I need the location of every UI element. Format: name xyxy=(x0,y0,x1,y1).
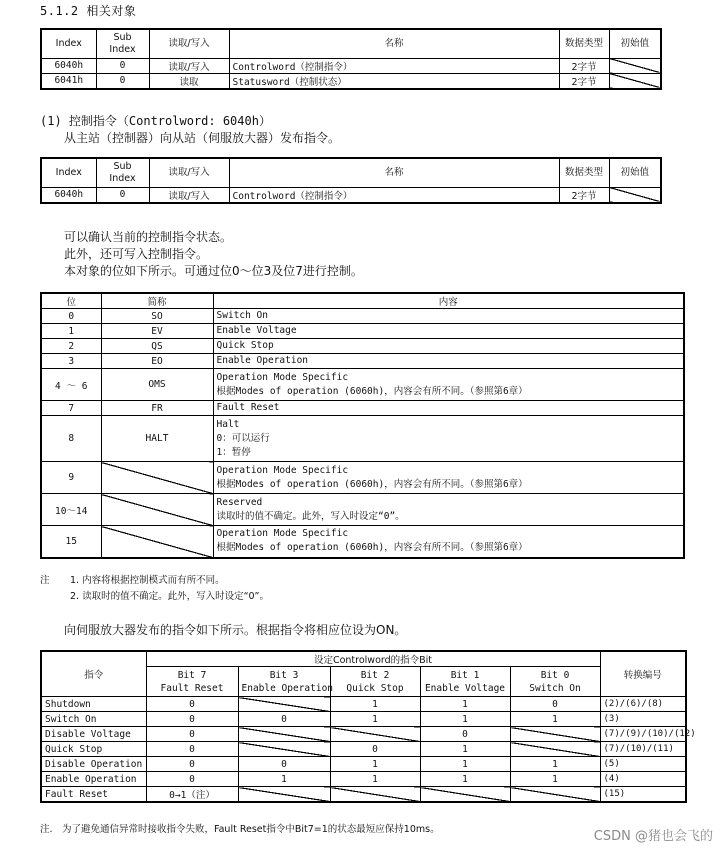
table-row xyxy=(41,712,686,727)
cell-bit: 10～14 xyxy=(41,494,101,526)
table-row xyxy=(41,324,684,339)
table-row xyxy=(41,369,684,401)
cell-command-name: Switch On xyxy=(41,712,146,727)
cell-bit-dontcare xyxy=(510,787,600,803)
cell-bit: 15 xyxy=(41,526,101,558)
th-bit-3 xyxy=(420,667,510,697)
content-line: Enable Operation xyxy=(216,355,309,366)
table-row xyxy=(41,187,661,203)
cell-content xyxy=(213,309,684,324)
watermark: CSDN @猪也会飞的 xyxy=(593,829,713,844)
cell-abbr: EO xyxy=(101,354,213,369)
table-row xyxy=(41,58,661,73)
content-line: Fault Reset xyxy=(216,402,280,413)
th-abbr: 简称 xyxy=(101,293,213,309)
content-line: 根据Modes of operation (6060h)，内容会有所不同。（参照第6章） xyxy=(216,385,528,397)
note2: 注. 为了避免通信异常时接收指令失败，Fault Reset指令中Bit7=1的状态最短应保持10ms。 xyxy=(40,824,440,835)
cell-index: 6041h xyxy=(41,73,96,89)
table-row xyxy=(41,401,684,416)
th-rw: 读取/写入 xyxy=(149,29,229,58)
cell-bit-dontcare xyxy=(238,727,330,742)
th-subindex: Sub Index xyxy=(96,29,149,58)
cell-content xyxy=(213,462,684,494)
cell-abbr: FR xyxy=(101,401,213,416)
content-line: Quick Stop xyxy=(216,340,274,351)
cell-transition: (3) xyxy=(600,712,686,727)
table-row xyxy=(41,772,686,787)
th-datatype: 数据类型 xyxy=(559,158,609,187)
para-line-2: 此外，还可写入控制指令。 xyxy=(64,247,209,261)
cell-content xyxy=(213,416,684,462)
cell-transition: (2)/(6)/(8) xyxy=(600,697,686,712)
cell-content xyxy=(213,369,684,401)
table-row xyxy=(41,73,661,89)
table-row xyxy=(41,339,684,354)
notes1-label: 注 xyxy=(40,575,50,586)
th-index: Index xyxy=(41,158,96,187)
cell-bit-dontcare xyxy=(238,697,330,712)
cell-transition: (7)/(9)/(10)/(12) xyxy=(600,727,686,742)
th-bit-line: Enable Operation xyxy=(241,682,334,694)
th-subindex: Sub Index xyxy=(96,158,149,187)
cell-command-name: Disable Voltage xyxy=(41,727,146,742)
notes1-item-2: 2. 读取时的值不确定。此外，写入时设定“0”。 xyxy=(70,591,269,602)
cell-subindex: 0 xyxy=(96,58,149,73)
cell-bit: 0 xyxy=(41,309,101,324)
table-row xyxy=(41,742,686,757)
cell-bit-value: 1 xyxy=(420,712,510,727)
cell-bit-value: 0 xyxy=(146,712,238,727)
cell-initial-empty xyxy=(609,73,661,89)
cell-bit: 3 xyxy=(41,354,101,369)
cell-abbr: EV xyxy=(101,324,213,339)
cell-datatype: 2字节 xyxy=(559,73,609,89)
command-table xyxy=(40,650,696,803)
cell-bit-dontcare xyxy=(510,727,600,742)
th-bit-line: Quick Stop xyxy=(346,682,404,694)
table-row xyxy=(41,727,686,742)
cell-abbr-empty xyxy=(101,462,213,494)
th-name: 名称 xyxy=(229,29,559,58)
th-rw: 读取/写入 xyxy=(149,158,229,187)
content-line: Operation Mode Specific xyxy=(216,464,349,476)
section-heading: 5.1.2 相关对象 xyxy=(40,4,137,18)
notes1-item-1: 1. 内容将根据控制模式而有所不同。 xyxy=(70,575,225,586)
th-bit-2 xyxy=(330,667,420,697)
cell-transition: (7)/(10)/(11) xyxy=(600,742,686,757)
cell-content xyxy=(213,401,684,416)
para-line-3: 本对象的位如下所示。可通过位0～位3及位7进行控制。 xyxy=(64,264,363,278)
cell-bit-value: 1 xyxy=(330,757,420,772)
cell-bit-value: 1 xyxy=(510,712,600,727)
cell-command-name: Fault Reset xyxy=(41,787,146,803)
content-line: Switch On xyxy=(216,310,268,321)
cell-bit-value: 1 xyxy=(330,772,420,787)
cell-bit-value: 0 xyxy=(146,772,238,787)
cell-bit: 4 ～ 6 xyxy=(41,369,101,401)
cell-bit: 2 xyxy=(41,339,101,354)
cell-bit-value: 1 xyxy=(330,712,420,727)
cell-abbr-empty xyxy=(101,494,213,526)
cell-command-name: Shutdown xyxy=(41,697,146,712)
cell-index: 6040h xyxy=(41,187,96,203)
cell-rw: 读取/写入 xyxy=(149,58,229,73)
th-index: Index xyxy=(41,29,96,58)
cell-bit-value: 0 xyxy=(146,742,238,757)
cell-abbr: QS xyxy=(101,339,213,354)
table-row xyxy=(41,526,684,558)
content-line: 0：可以运行 xyxy=(216,432,270,444)
cell-bit-value: 1 xyxy=(420,697,510,712)
content-line: Reserved xyxy=(216,496,263,508)
th-transition: 转换编号 xyxy=(600,651,686,697)
cell-content xyxy=(213,494,684,526)
th-bit-4 xyxy=(510,667,600,697)
th-command: 指令 xyxy=(41,651,146,697)
section1-desc: 从主站（控制器）向从站（伺服放大器）发布指令。 xyxy=(64,131,341,145)
content-line: 根据Modes of operation (6060h)，内容会有所不同。（参照第6章） xyxy=(216,478,528,490)
cell-bit-value: 0 xyxy=(146,697,238,712)
cell-bit-value: 0 xyxy=(146,757,238,772)
content-line: Operation Mode Specific xyxy=(216,528,349,540)
cell-rw: 读取 xyxy=(149,73,229,89)
cell-bit-value: 1 xyxy=(420,772,510,787)
cell-content xyxy=(213,339,684,354)
th-content: 内容 xyxy=(213,293,684,309)
th-bit-group: 设定Controlword的指令Bit xyxy=(146,651,600,667)
cell-bit-value: 1 xyxy=(510,757,600,772)
cell-bit-value: 0 xyxy=(420,727,510,742)
cell-command-name: Quick Stop xyxy=(41,742,146,757)
th-bit-1 xyxy=(238,667,334,697)
cell-bit-dontcare xyxy=(510,742,600,757)
cell-bit-value: 0 xyxy=(238,757,330,772)
cell-initial-empty xyxy=(609,58,661,73)
table-row xyxy=(41,494,684,526)
cell-datatype: 2字节 xyxy=(559,58,609,73)
related-objects-table xyxy=(40,28,662,90)
cell-command-name: Disable Operation xyxy=(41,757,146,772)
th-initial: 初始值 xyxy=(609,158,661,187)
th-bit: 位 xyxy=(41,293,101,309)
cell-bit-value: 0 xyxy=(238,712,330,727)
cell-subindex: 0 xyxy=(96,187,149,203)
cell-content xyxy=(213,354,684,369)
table-row xyxy=(41,787,686,803)
cell-bit: 8 xyxy=(41,416,101,462)
controlword-bits-table xyxy=(40,292,685,559)
content-line: Halt xyxy=(216,418,240,430)
content-line: 读取时的值不确定。此外，写入时设定“0”。 xyxy=(216,510,405,522)
th-bit-line: Enable Voltage xyxy=(424,682,506,694)
cell-bit-value: 0 xyxy=(510,697,600,712)
th-bit-line: Bit 7 xyxy=(177,669,207,681)
para2: 向伺服放大器发布的指令如下所示。根据指令将相应位设为ON。 xyxy=(64,623,407,637)
th-bit-line: Fault Reset xyxy=(160,682,224,694)
cell-subindex: 0 xyxy=(96,73,149,89)
content-line: 1：暂停 xyxy=(216,446,251,458)
cell-content xyxy=(213,526,684,558)
cell-bit-dontcare xyxy=(238,787,330,803)
cell-bit-value: 1 xyxy=(420,757,510,772)
th-bit-line: Bit 3 xyxy=(269,669,299,681)
cell-abbr: SO xyxy=(101,309,213,324)
cell-transition: (15) xyxy=(600,787,686,803)
cell-command-name: Enable Operation xyxy=(41,772,146,787)
table-row xyxy=(41,416,684,462)
cell-name: Controlword（控制指令） xyxy=(229,187,559,203)
cell-bit-dontcare xyxy=(420,787,510,803)
th-name: 名称 xyxy=(229,158,559,187)
cell-transition: (4) xyxy=(600,772,686,787)
cell-bit-value: 0 xyxy=(146,727,238,742)
cell-initial-empty xyxy=(609,187,661,203)
cell-datatype: 2字节 xyxy=(559,187,609,203)
content-line: 根据Modes of operation (6060h)，内容会有所不同。（参照第6章） xyxy=(216,542,528,554)
cell-bit: 1 xyxy=(41,324,101,339)
content-line: Enable Voltage xyxy=(216,325,297,336)
cell-bit-value: 1 xyxy=(330,697,420,712)
cell-bit-value: 0→1（注） xyxy=(146,787,238,803)
cell-bit-value: 1 xyxy=(510,772,600,787)
table-row xyxy=(41,462,684,494)
cell-transition: (5) xyxy=(600,757,686,772)
th-bit-line: Bit 1 xyxy=(450,669,480,681)
table-row xyxy=(41,354,684,369)
cell-bit-value: 1 xyxy=(238,772,330,787)
table-row xyxy=(41,757,686,772)
controlword-object-table xyxy=(40,157,662,204)
table-row xyxy=(41,697,686,712)
cell-abbr: HALT xyxy=(101,416,213,462)
table-row xyxy=(41,309,684,324)
cell-bit: 9 xyxy=(41,462,101,494)
content-line: Operation Mode Specific xyxy=(216,371,349,383)
cell-bit: 7 xyxy=(41,401,101,416)
th-bit-line: Switch On xyxy=(529,682,581,694)
cell-index: 6040h xyxy=(41,58,96,73)
cell-bit-value: 0 xyxy=(330,742,420,757)
cell-bit-dontcare xyxy=(238,742,330,757)
cell-name: Controlword（控制指令） xyxy=(229,58,559,73)
cell-abbr: OMS xyxy=(101,369,213,401)
cell-content xyxy=(213,324,684,339)
cell-abbr-empty xyxy=(101,526,213,558)
cell-rw: 读取/写入 xyxy=(149,187,229,203)
th-bit-0 xyxy=(146,667,238,697)
section1-title: (1) 控制指令（Controlword: 6040h） xyxy=(40,114,271,128)
cell-bit-dontcare xyxy=(330,787,420,803)
para-line-1: 可以确认当前的控制指令状态。 xyxy=(64,230,233,244)
th-bit-line: Bit 2 xyxy=(360,669,390,681)
th-initial: 初始值 xyxy=(609,29,661,58)
cell-bit-dontcare xyxy=(330,727,420,742)
th-bit-line: Bit 0 xyxy=(540,669,570,681)
cell-name: Statusword（控制状态） xyxy=(229,73,559,89)
cell-bit-value: 1 xyxy=(420,742,510,757)
th-datatype: 数据类型 xyxy=(559,29,609,58)
